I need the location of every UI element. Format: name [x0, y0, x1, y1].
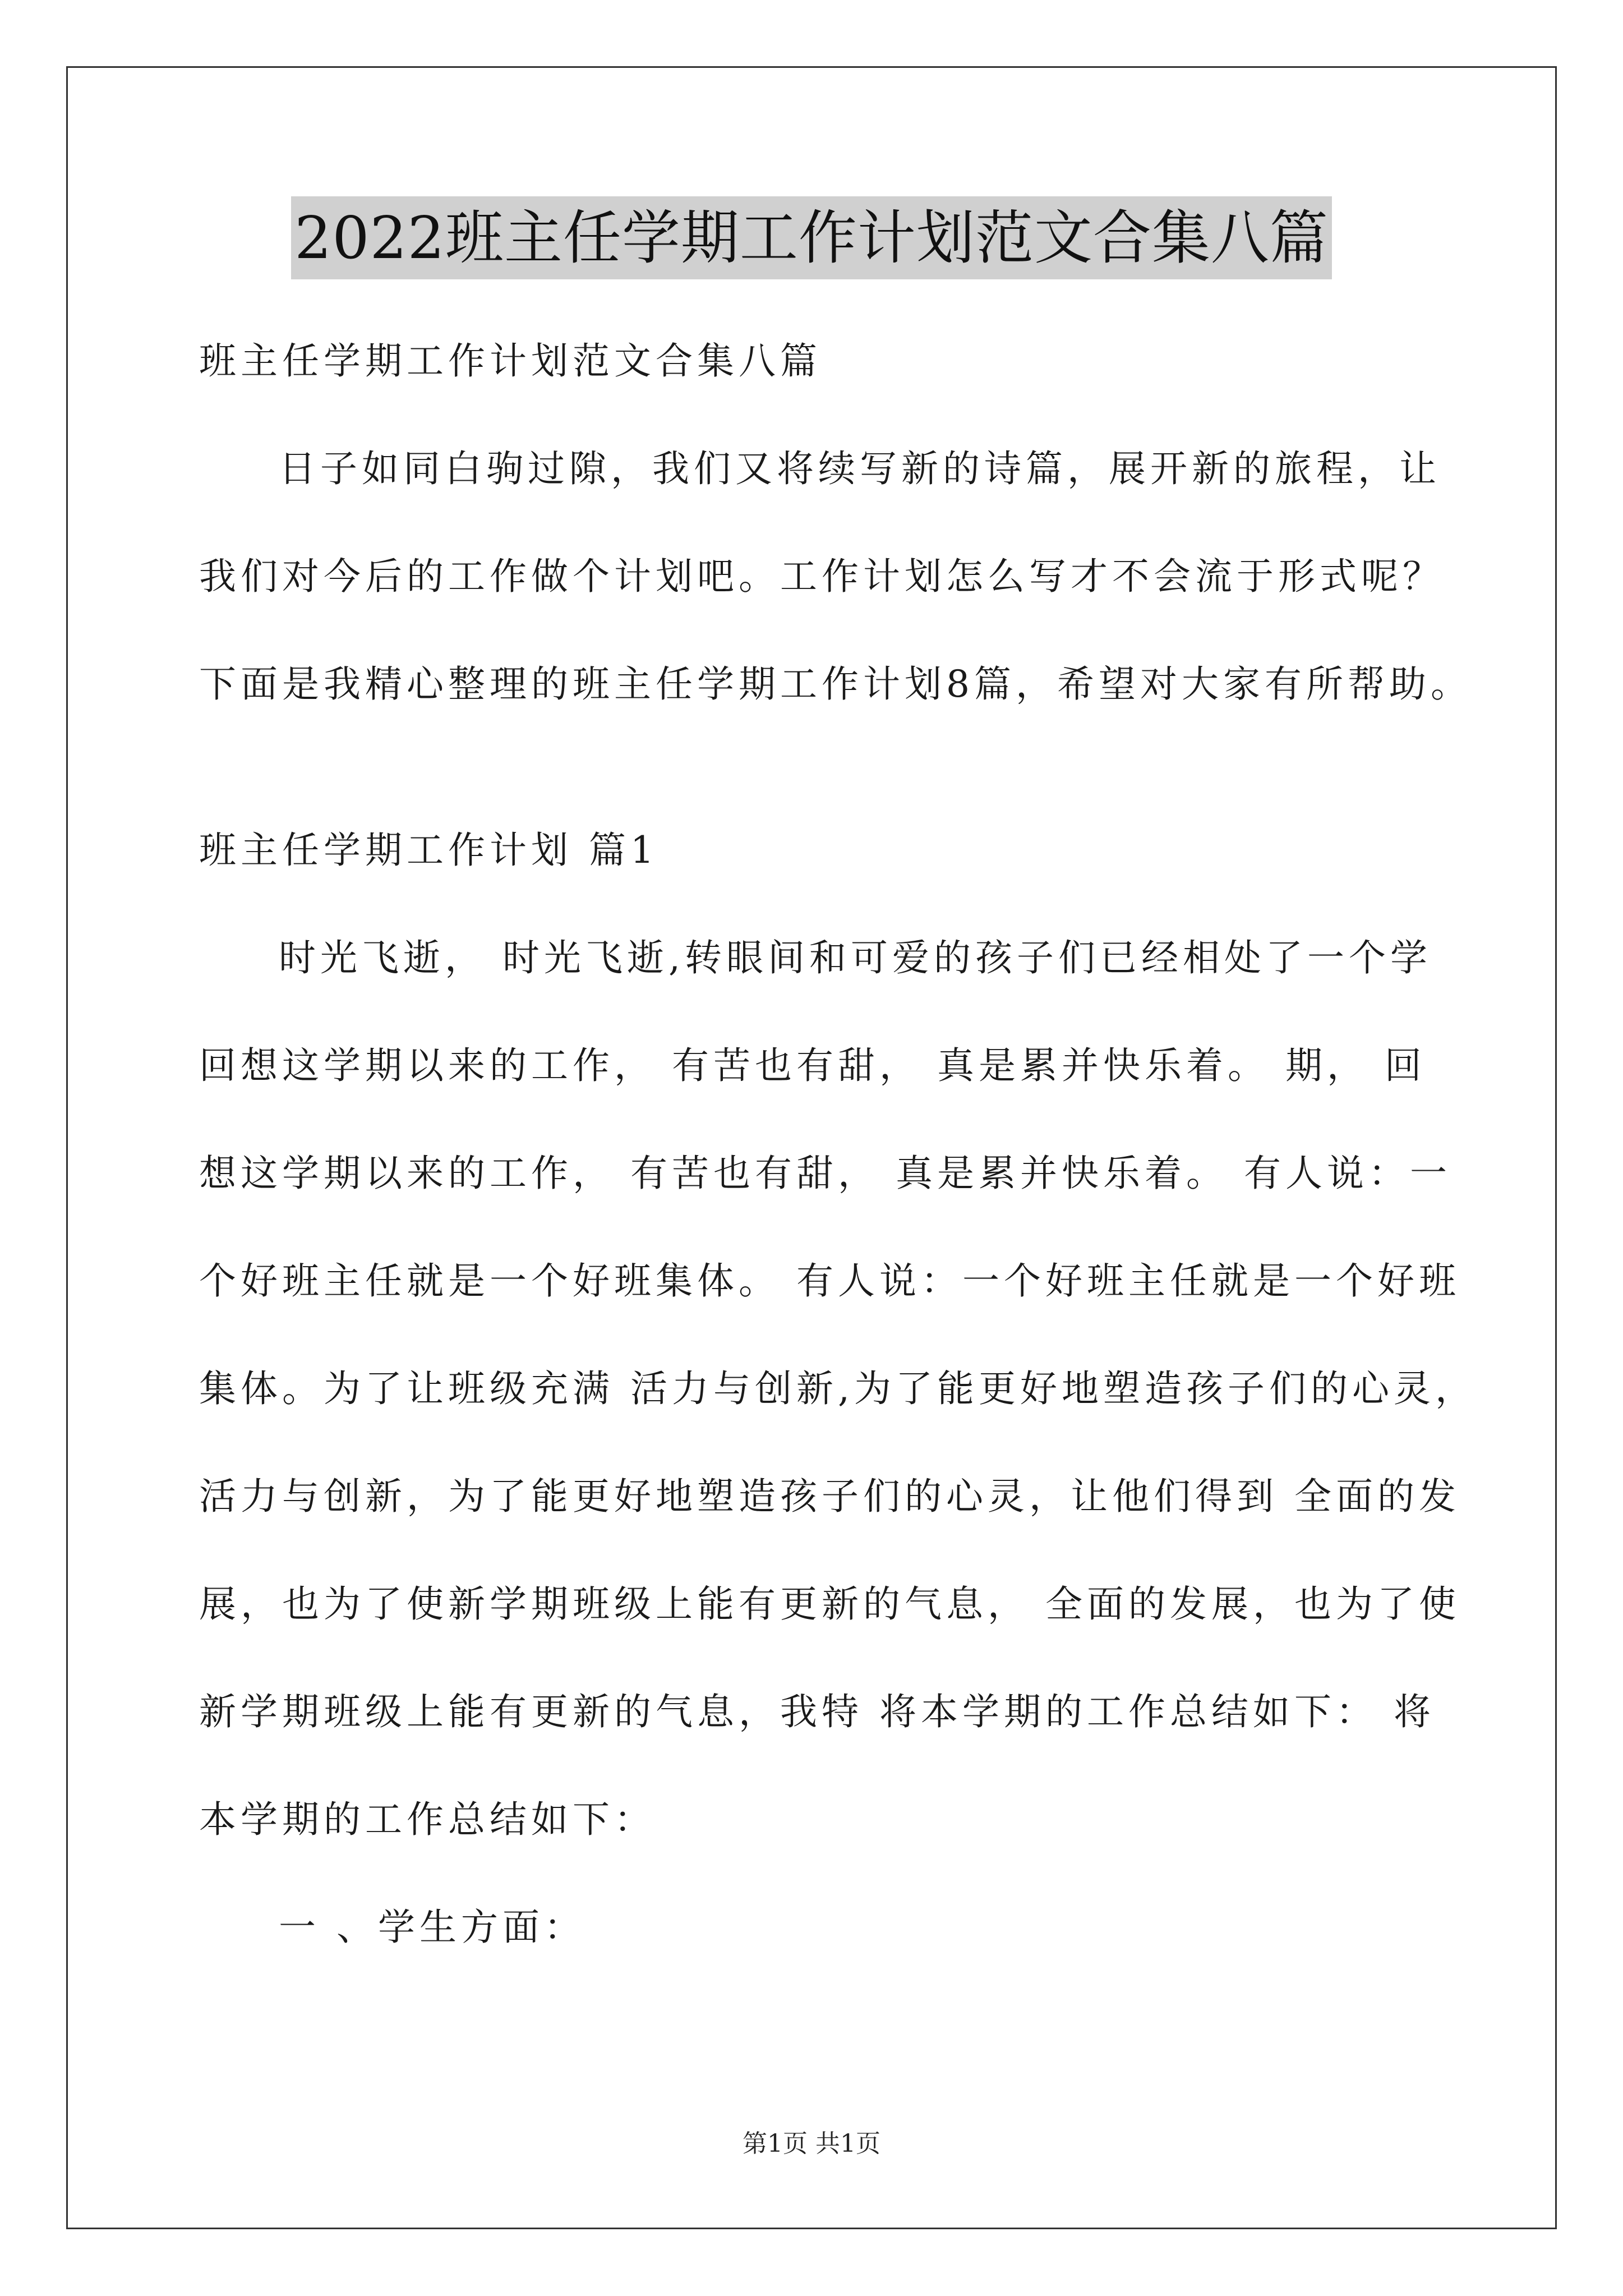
intro-line: 我们对今后的工作做个计划吧。工作计划怎么写才不会流于形式呢？: [199, 555, 1444, 598]
document-subtitle: 班主任学期工作计划范文合集八篇: [199, 339, 822, 383]
subsection-heading: 一 、学生方面：: [279, 1906, 585, 1949]
body-line: 活力与创新，为了能更好地塑造孩子们的心灵，让他们得到 全面的发: [199, 1475, 1460, 1518]
spacer: [199, 738, 1433, 797]
document-body: [199, 307, 1477, 1981]
title-container: [0, 196, 1623, 279]
section-heading: 班主任学期工作计划 篇1: [199, 829, 658, 872]
page-footer: 第1页 共1页: [743, 2129, 880, 2158]
body-line: 时光飞逝， 时光飞逝,转眼间和可爱的孩子们已经相处了一个学: [279, 936, 1432, 979]
body-line: 个好班主任就是一个好班集体。 有人说：一个好班主任就是一个好班: [199, 1259, 1460, 1303]
body-line: 新学期班级上能有更新的气息，我特 将本学期的工作总结如下： 将: [199, 1690, 1435, 1733]
intro-line: 日子如同白驹过隙，我们又将续写新的诗篇，展开新的旅程，让: [279, 447, 1441, 490]
body-line: 本学期的工作总结如下：: [199, 1798, 656, 1841]
intro-line: 下面是我精心整理的班主任学期工作计划8篇，希望对大家有所帮助。: [199, 662, 1472, 706]
body-line: 想这学期以来的工作， 有苦也有甜， 真是累并快乐着。 有人说：一: [199, 1152, 1451, 1195]
body-line: 回想这学期以来的工作， 有苦也有甜， 真是累并快乐着。 期， 回: [199, 1044, 1426, 1087]
document-title: 2022班主任学期工作计划范文合集八篇: [291, 196, 1332, 279]
body-line: 展，也为了使新学期班级上能有更新的气息， 全面的发展，也为了使: [199, 1582, 1460, 1626]
body-line: 集体。为了让班级充满 活力与创新,为了能更好地塑造孩子们的心灵，: [199, 1367, 1477, 1410]
